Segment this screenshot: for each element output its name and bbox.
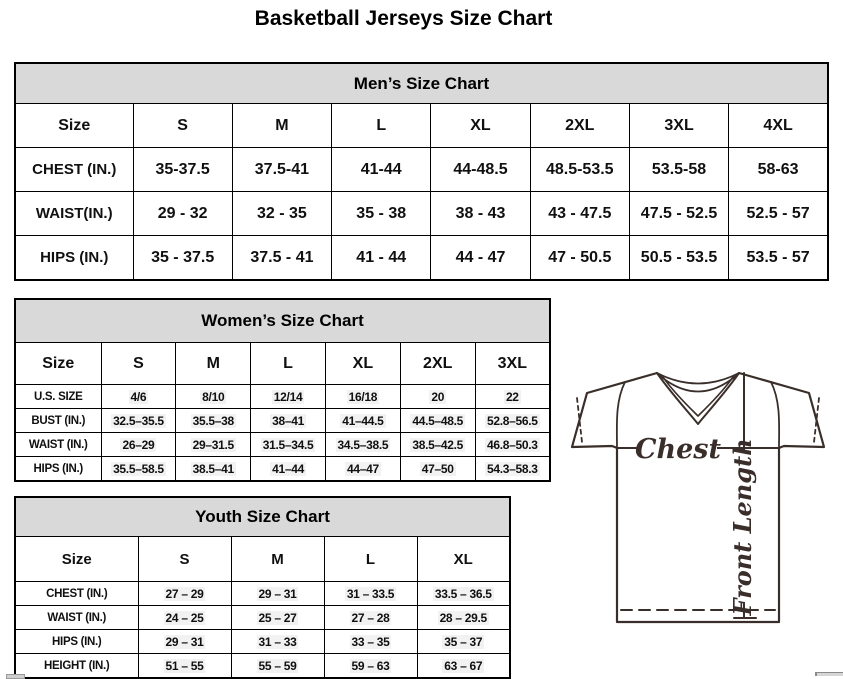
men-chart-title: Men’s Size Chart	[15, 63, 828, 104]
size-value-cell: 32.5–35.5	[101, 409, 176, 433]
column-header: Size	[15, 104, 133, 148]
size-value-cell: 28 – 29.5	[417, 606, 510, 630]
column-header: S	[133, 104, 232, 148]
womens-size-table	[14, 298, 551, 482]
size-value-cell: 44-48.5	[431, 148, 530, 192]
size-value-cell: 33.5 – 36.5	[417, 582, 510, 606]
row-label: WAIST(IN.)	[15, 192, 133, 236]
column-header: Size	[15, 343, 101, 385]
scrollbar-fragment-right[interactable]	[815, 672, 843, 676]
size-value-cell: 47.5 - 52.5	[629, 192, 728, 236]
size-value-cell: 58-63	[729, 148, 828, 192]
column-header: XL	[431, 104, 530, 148]
column-header: L	[251, 343, 326, 385]
size-value-cell: 32 - 35	[232, 192, 331, 236]
size-value-cell: 41-44	[332, 148, 431, 192]
size-value-cell: 20	[400, 385, 475, 409]
size-value-cell: 29 – 31	[231, 582, 324, 606]
row-label: WAIST (IN.)	[15, 606, 138, 630]
row-label: HIPS (IN.)	[15, 457, 101, 482]
column-header: M	[176, 343, 251, 385]
size-value-cell: 52.8–56.5	[475, 409, 550, 433]
size-value-cell: 41 - 44	[332, 236, 431, 281]
size-value-cell: 37.5-41	[232, 148, 331, 192]
size-value-cell: 54.3–58.3	[475, 457, 550, 482]
column-header: 3XL	[629, 104, 728, 148]
size-value-cell: 8/10	[176, 385, 251, 409]
size-value-cell: 38 - 43	[431, 192, 530, 236]
size-value-cell: 44 - 47	[431, 236, 530, 281]
size-value-cell: 31 – 33.5	[324, 582, 417, 606]
row-label: BUST (IN.)	[15, 409, 101, 433]
size-value-cell: 38–41	[251, 409, 326, 433]
size-value-cell: 53.5 - 57	[729, 236, 828, 281]
size-value-cell: 63 – 67	[417, 654, 510, 679]
row-label: HIPS (IN.)	[15, 630, 138, 654]
size-value-cell: 35-37.5	[133, 148, 232, 192]
size-value-cell: 41–44	[251, 457, 326, 482]
size-value-cell: 16/18	[325, 385, 400, 409]
size-value-cell: 44–47	[325, 457, 400, 482]
size-value-cell: 27 – 29	[138, 582, 231, 606]
column-header: 4XL	[729, 104, 828, 148]
size-value-cell: 47–50	[400, 457, 475, 482]
size-value-cell: 38.5–42.5	[400, 433, 475, 457]
size-value-cell: 35.5–38	[176, 409, 251, 433]
size-value-cell: 22	[475, 385, 550, 409]
chest-label: Chest	[635, 434, 721, 465]
size-value-cell: 34.5–38.5	[325, 433, 400, 457]
size-value-cell: 59 – 63	[324, 654, 417, 679]
youth-size-table	[14, 496, 511, 679]
column-header: L	[332, 104, 431, 148]
row-label: CHEST (IN.)	[15, 148, 133, 192]
mens-size-table	[14, 62, 829, 281]
column-header: XL	[417, 537, 510, 582]
mens-size-chart	[14, 62, 829, 281]
jersey-outline	[572, 373, 824, 622]
size-value-cell: 33 – 35	[324, 630, 417, 654]
column-header: L	[324, 537, 417, 582]
youth-size-chart	[14, 496, 511, 679]
size-value-cell: 53.5-58	[629, 148, 728, 192]
column-header: S	[138, 537, 231, 582]
size-value-cell: 24 – 25	[138, 606, 231, 630]
size-value-cell: 43 - 47.5	[530, 192, 629, 236]
size-value-cell: 41–44.5	[325, 409, 400, 433]
size-value-cell: 27 – 28	[324, 606, 417, 630]
size-value-cell: 50.5 - 53.5	[629, 236, 728, 281]
size-value-cell: 4/6	[101, 385, 176, 409]
row-label: CHEST (IN.)	[15, 582, 138, 606]
size-value-cell: 55 – 59	[231, 654, 324, 679]
youth-chart-title: Youth Size Chart	[15, 497, 510, 537]
column-header: S	[101, 343, 176, 385]
size-value-cell: 35 - 38	[332, 192, 431, 236]
row-label: HEIGHT (IN.)	[15, 654, 138, 679]
jersey-diagram	[555, 360, 843, 660]
womens-size-chart	[14, 298, 551, 482]
size-value-cell: 46.8–50.3	[475, 433, 550, 457]
row-label: U.S. SIZE	[15, 385, 101, 409]
size-value-cell: 44.5–48.5	[400, 409, 475, 433]
scrollbar-fragment-left[interactable]	[6, 674, 25, 679]
size-value-cell: 31 – 33	[231, 630, 324, 654]
size-value-cell: 31.5–34.5	[251, 433, 326, 457]
size-value-cell: 35.5–58.5	[101, 457, 176, 482]
column-header: M	[232, 104, 331, 148]
page-title: Basketball Jerseys Size Chart	[254, 7, 553, 30]
column-header: XL	[325, 343, 400, 385]
column-header: 2XL	[400, 343, 475, 385]
size-value-cell: 26–29	[101, 433, 176, 457]
size-value-cell: 29 - 32	[133, 192, 232, 236]
size-value-cell: 51 – 55	[138, 654, 231, 679]
column-header: 3XL	[475, 343, 550, 385]
front-length-label: Front Length	[728, 438, 757, 616]
size-value-cell: 37.5 - 41	[232, 236, 331, 281]
row-label: HIPS (IN.)	[15, 236, 133, 281]
size-value-cell: 29–31.5	[176, 433, 251, 457]
size-value-cell: 29 – 31	[138, 630, 231, 654]
size-value-cell: 25 – 27	[231, 606, 324, 630]
size-value-cell: 47 - 50.5	[530, 236, 629, 281]
row-label: WAIST (IN.)	[15, 433, 101, 457]
size-value-cell: 52.5 - 57	[729, 192, 828, 236]
size-value-cell: 12/14	[251, 385, 326, 409]
size-value-cell: 35 – 37	[417, 630, 510, 654]
size-value-cell: 38.5–41	[176, 457, 251, 482]
size-value-cell: 35 - 37.5	[133, 236, 232, 281]
women-chart-title: Women’s Size Chart	[15, 299, 550, 343]
column-header: M	[231, 537, 324, 582]
column-header: Size	[15, 537, 138, 582]
size-value-cell: 48.5-53.5	[530, 148, 629, 192]
column-header: 2XL	[530, 104, 629, 148]
